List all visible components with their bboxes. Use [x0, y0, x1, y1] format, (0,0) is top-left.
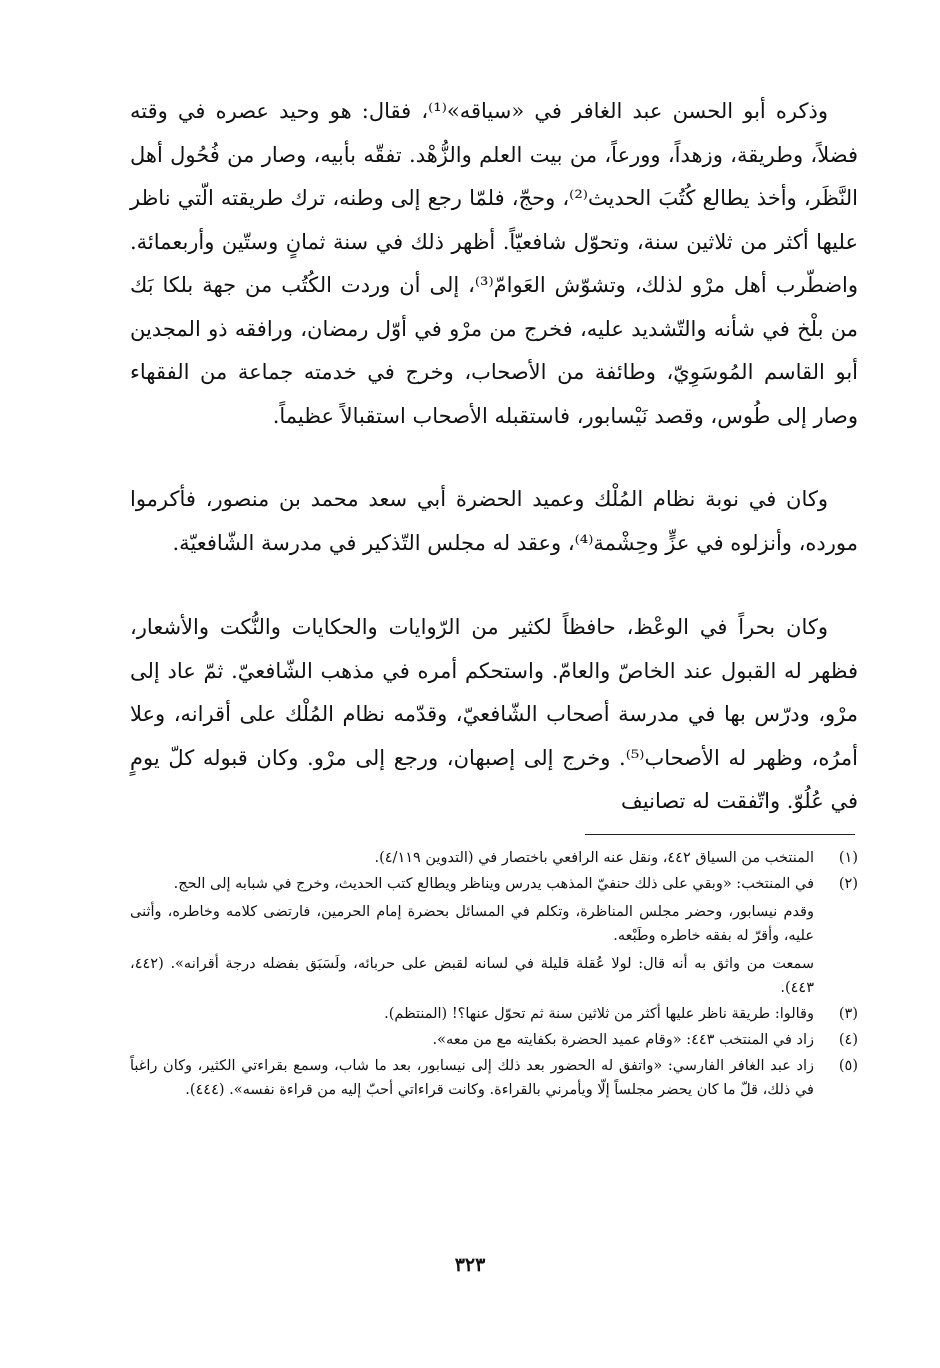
footnote-text	[130, 1054, 814, 1102]
footnote-continuation: وقدم نيسابور، وحضر مجلس المناظرة، وتكلم في المسائل بحضرة إمام الحرمين، فارتضى كلامه وخاطره، وأثنى عليه، وأقرّ له بفقه خاطره وطَبْعه.	[130, 904, 814, 944]
footnote-3	[130, 1002, 858, 1026]
footnote-main-text: المنتخب من السياق ٤٤٢، ونقل عنه الرافعي باختصار في (التدوين ٤/١١٩).	[374, 850, 814, 866]
footnote-number: (١)	[838, 850, 858, 866]
footnote-main-text: وقالوا: طريقة ناظر عليها أكثر من ثلاثين سنة ثم تحوّل عنها؟! (المنتظم).	[384, 1006, 814, 1022]
footnote-number: (٥)	[838, 1058, 858, 1074]
footnote-main-text: في المنتخب: «وبقي على ذلك حنفيّ المذهب يدرس ويناظر ويطالع كتب الحديث، وخرج في شبابه إلى الحج.	[173, 876, 814, 892]
footnote-text	[130, 1002, 814, 1026]
footnote-1	[130, 846, 858, 870]
main-text-paragraph-1	[130, 90, 858, 438]
footnote-4	[130, 1028, 858, 1052]
paragraph: وكان بحراً في الوعْظ، حافظاً لكثير من الرّوايات والحكايات والنُّكت والأشعار، فظهر له القبول عند الخاصّ والعامّ. واستحكم أمره في مذهب الشّافعيّ. ثمّ عاد إلى مرْو، ودرّس بها في مدرسة أصحاب الشّافعيّ، وقدّمه نظام المُلْك على أقرانه، وعلا أمرُه، وظهر له الأصحاب⁽⁵⁾. وخرج إلى إصبهان، ورجع إلى مرْو. وكان قبوله كلّ يومٍ في عُلُوّ. واتّفقت له تصانيف	[130, 615, 858, 813]
footnote-divider	[585, 834, 855, 835]
footnote-main-text: زاد في المنتخب ٤٤٣: «وقام عميد الحضرة بكفايته مع من معه».	[432, 1032, 814, 1048]
footnote-text	[130, 872, 814, 1000]
footnote-number: (٢)	[838, 876, 858, 892]
footnote-continuation: سمعت من واثق به أنه قال: لولا عُقلة قليلة في لسانه لقبض على حربائه، ولَسَبَق بفضله درجة أقرانه». (٤٤٢، ٤٤٣).	[130, 956, 814, 996]
footnote-text	[130, 846, 814, 870]
main-text-paragraph-2	[130, 478, 858, 565]
footnote-2	[130, 872, 858, 1000]
footnotes-section	[130, 846, 858, 1104]
footnote-number: (٣)	[838, 1006, 858, 1022]
footnote-text	[130, 1028, 814, 1052]
page-number: ٣٢٣	[454, 1254, 486, 1276]
footnote-5	[130, 1054, 858, 1102]
paragraph: وذكره أبو الحسن عبد الغافر في «سياقه»⁽¹⁾، فقال: هو وحيد عصره في وقته فضلاً، وطريقة، وزهداً، وورعاً، من بيت العلم والزُّهْد. تفقّه بأبيه، وصار من فُحُول أهل النَّظَر، وأخذ يطالع كُتُبَ الحديث⁽²⁾، وحجّ، فلمّا رجع إلى وطنه، ترك طريقته الّتي ناظر عليها أكثر من ثلاثين سنة، وتحوّل شافعيّاً. أظهر ذلك في سنة ثمانٍ وستّين وأربعمائة. واضطّرب أهل مرْو لذلك، وتشوّش العَوامّ⁽³⁾، إلى أن وردت الكُتُب من جهة بلكا بَك من بلْخ في شأنه والتّشديد عليه، فخرج من مرْو في أوّل رمضان، ورافقه ذو المجدين أبو القاسم المُوسَوِيّ، وطائفة من الأصحاب، وخرج في خدمته جماعة من الفقهاء وصار إلى طُوس، وقصد نَيْسابور، فاستقبله الأصحاب استقبالاً عظيماً.	[130, 99, 858, 428]
footnote-number: (٤)	[838, 1032, 858, 1048]
footnote-main-text: زاد عبد الغافر الفارسي: «واتفق له الحضور بعد ذلك إلى نيسابور، بعد ما شاب، وسمع بقراءتي الكثير، وكان راغباً في ذلك، قلّ ما كان يحضر مجلساً إلّا ويأمرني بالقراءة. وكانت قراءاتي أحبّ إليه من قراءة نفسه». (٤٤٤).	[130, 1058, 814, 1098]
paragraph: وكان في نوبة نظام المُلْك وعميد الحضرة أبي سعد محمد بن منصور، فأكرموا مورده، وأنزلوه في عزٍّ وحِشْمة⁽⁴⁾، وعقد له مجلس التّذكير في مدرسة الشّافعيّة.	[130, 487, 858, 555]
main-text-paragraph-3	[130, 606, 858, 824]
